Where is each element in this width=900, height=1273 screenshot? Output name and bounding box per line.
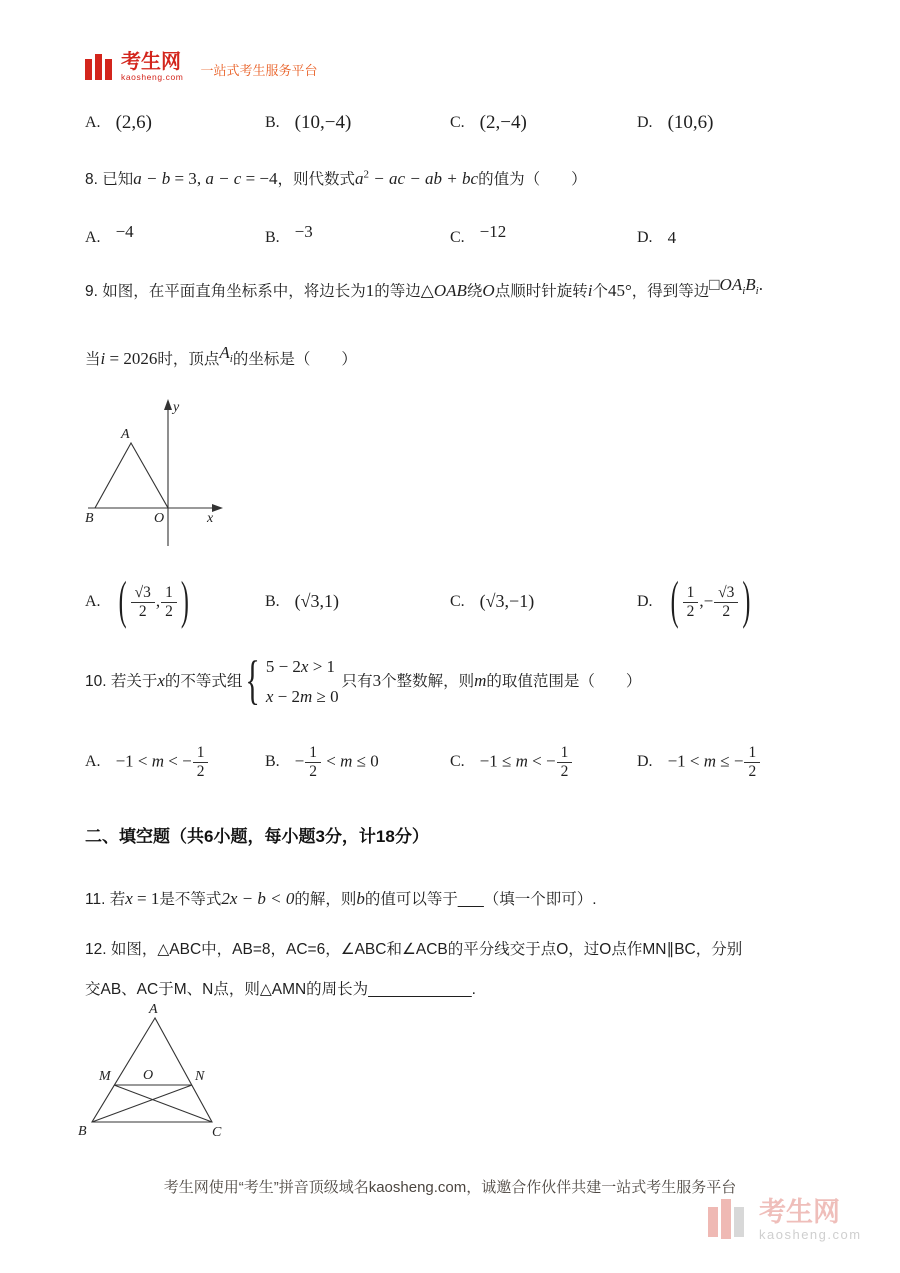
system-rows [266,652,339,712]
option-label: A. [85,752,101,770]
option-label: C. [450,113,465,131]
q9-option-a [85,566,192,638]
option-label: D. [637,228,653,246]
open-paren: ( [670,573,679,631]
fraction: $\frac{√3}{2}$ [131,584,155,621]
option-value [116,573,192,631]
comma-minus: ,− [699,591,714,611]
math-expr: = 1 [132,889,160,908]
period: . [758,275,763,294]
math-expr: i [587,281,593,300]
math-expr: x [125,889,133,908]
q11-stem [85,886,597,913]
math-expr: − ac − ab + bc [369,169,479,188]
math-expr: i [100,349,106,368]
separator: , [196,169,206,188]
q8-option-a [85,220,134,256]
option-value: −1 ≤ m < − $\frac{1}{2}$ [480,744,574,781]
option-label: C. [450,592,465,610]
fraction: $\frac{1}{2}$ [683,584,699,621]
q8-text: 的值为（ ） [478,171,587,188]
system-row-1: 5 − 2x > 1 [265,657,336,676]
option-value: (2,−4) [479,112,527,134]
q9-text: 绕 [466,283,483,300]
q10-text: 10. 若关于 [85,672,158,690]
option-label: C. [450,752,465,770]
kaosheng-logo-icon [85,54,112,82]
option-value: −1 < m < − $\frac{1}{2}$ [116,744,210,781]
math-expr: B [745,275,756,294]
option-label: D. [637,113,653,131]
close-paren: ) [180,573,189,631]
q12-text: 交AB、AC于M、N点，则△AMN的周长为 [85,981,369,998]
q7-option-b [265,106,351,140]
x-axis-label: x [207,511,214,526]
q7-option-a [85,106,152,140]
inequality-system [245,652,338,712]
option-label: C. [450,228,465,246]
logo-brand-text: 考生网 [121,51,181,73]
q9-text: ，得到等边 [631,283,710,300]
q9-text: 的坐标是（ ） [232,351,357,368]
math-expr: A [219,343,230,362]
math-expr: m [474,670,487,690]
vertex-A-label: A [149,1002,158,1017]
open-paren: ( [118,573,127,631]
math-expr: = 3 [170,169,197,188]
math-number: 45° [607,281,632,300]
option-value [668,573,754,631]
fraction: $\frac{1}{2}$ [161,584,177,621]
close-paren: ) [742,573,751,631]
option-value: −1 < m ≤ − $\frac{1}{2}$ [668,744,762,781]
point-O-label: O [143,1068,154,1083]
q7-option-d [637,106,713,140]
subscript: i [742,285,746,298]
option-label: D. [637,592,653,610]
y-axis-label: y [173,400,180,415]
q10-option-b [265,736,379,788]
q8-options-row [0,220,900,256]
math-expr: x [157,670,165,690]
q11-text: 是不等式 [159,891,222,908]
q8-text: 8. 已知 [85,171,134,188]
q11-text: 的值可以等于 [364,891,458,908]
math-expr: b [356,889,365,908]
q10-stem [85,652,641,712]
q10-text: 的取值范围是（ ） [486,672,642,690]
fraction: $\frac{1}{2}$ [557,744,573,781]
watermark-text-block [759,1198,862,1242]
option-label: B. [265,228,280,246]
q12-stem-line1 [85,938,742,963]
answer-blank: ____________. [368,981,476,998]
fraction: $\frac{1}{2}$ [744,744,760,781]
footer-text: 考生网使用“考生”拼音顶级域名kaosheng.com，诚邀合作伙伴共建一站式考生服务平台 [163,1179,737,1196]
q9-text: 9. 如图，在平面直角坐标系中，将边长为 [85,283,366,300]
vertex-C-label: C [212,1125,222,1140]
vertex-A-label: A [121,427,130,442]
math-number: 3 [372,670,382,690]
q11-text: 11. 若 [85,891,126,908]
option-value: −3 [294,221,313,241]
answer-blank: ___ [457,891,484,908]
q8-stem [85,166,587,193]
math-expr: a [355,169,364,188]
watermark-domain-text: kaosheng.com [759,1226,862,1242]
q10-option-d [637,736,761,788]
watermark-kaosheng-icon [708,1199,749,1241]
math-expr: a − b [133,169,171,188]
q10-option-a [85,736,209,788]
option-label: B. [265,752,280,770]
math-number: 1 [365,281,375,300]
subscript: i [229,353,233,366]
q9-text: 点顺时针旋转 [494,283,588,300]
q8-option-d [637,220,676,256]
q9-stem-line2 [85,343,357,374]
fraction: $\frac{1}{2}$ [305,744,321,781]
fraction: $\frac{√3}{2}$ [714,584,738,621]
option-value: (2,6) [115,112,152,134]
q8-text: ，则代数式 [277,171,356,188]
math-expr: a − c [205,169,242,188]
comma: , [155,591,161,611]
q11-text: 的解，则 [294,891,357,908]
option-label: A. [85,592,101,610]
option-label: B. [265,113,280,131]
fraction: $\frac{1}{2}$ [193,744,209,781]
q9-options-row [0,566,900,638]
option-label: B. [265,592,280,610]
q9-figure-coordinate-triangle [76,396,236,556]
q10-text: 只有 [341,672,373,690]
watermark-brand-text: 考生网 [759,1197,840,1227]
option-value: 4 [667,227,677,247]
vertex-B-label: B [78,1124,87,1139]
q7-options-row [0,106,900,140]
q9-text: 当 [85,351,101,368]
q12-text: 12. 如图，△ABC中，AB=8，AC=6，∠ABC和∠ACB的平分线交于点O，过O点作MN∥BC，分别 [85,941,743,958]
q9-option-d [637,566,753,638]
q9-text: 个 [592,283,608,300]
option-label: D. [637,752,653,770]
option-value: −4 [115,221,134,241]
vertex-B-label: B [85,511,94,526]
watermark-logo [708,1198,862,1242]
origin-O-label: O [154,511,165,526]
q9-text: 时，顶点 [157,351,220,368]
subscript: i [755,285,759,298]
math-expr: = −4 [241,169,278,188]
option-value: (√3,−1) [479,591,535,612]
exponent: 2 [363,168,370,181]
logo-domain-text: kaosheng.com [121,72,184,82]
math-expr: 2x − b < 0 [221,889,295,908]
option-value: −12 [479,221,507,241]
q9-stem-line1 [85,275,763,306]
option-value: (√3,1) [294,591,340,612]
math-expr: O [482,281,495,300]
system-row-2: x − 2m ≥ 0 [265,686,339,706]
q9-option-b [265,566,339,638]
q12-figure-triangle [72,1000,242,1145]
point-N-label: N [195,1069,205,1084]
q11-text: （填一个即可）. [483,891,597,908]
option-value: (10,6) [667,112,714,134]
math-expr: △OAB [420,281,467,300]
section-2-heading: 二、填空题（共6小题，每小题3分，计18分） [85,827,429,846]
q10-option-c [450,736,573,788]
option-value: − $\frac{1}{2}$ < m ≤ 0 [294,743,379,780]
vertex-label [219,343,233,366]
option-label: A. [85,228,101,246]
q8-option-b [265,220,313,256]
option-value: (10,−4) [294,112,352,134]
math-expr: = 2026 [105,349,158,368]
q7-option-c [450,106,527,140]
q10-text: 的不等式组 [164,672,243,690]
logo-tagline: 一站式考生服务平台 [200,62,318,78]
q10-text: 个整数解，则 [381,672,475,690]
option-label: A. [85,113,101,131]
rotated-triangle-label [709,275,763,298]
math-expr: □OA [709,275,743,294]
point-M-label: M [99,1069,111,1084]
logo-text-block [121,52,183,82]
q9-option-c [450,566,534,638]
system-brace: { [245,651,260,711]
q8-option-c [450,220,506,256]
site-logo [85,52,318,82]
q9-text: 的等边 [374,283,421,300]
q10-options-row [0,736,900,788]
